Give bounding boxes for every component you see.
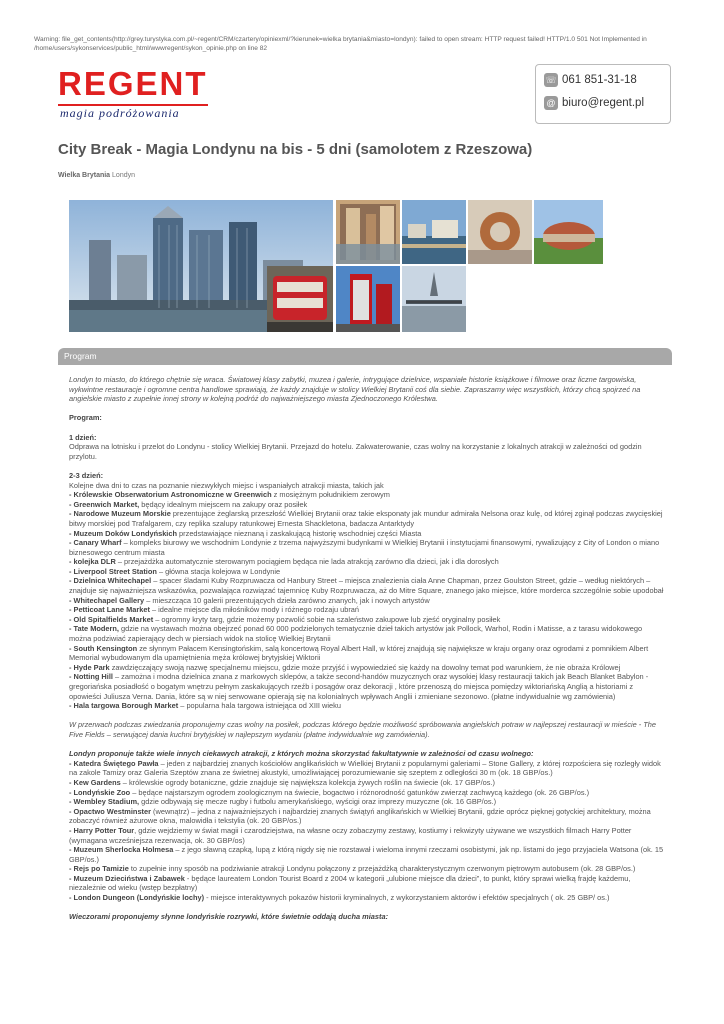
list-item-name: - Rejs po Tamizie xyxy=(69,864,129,874)
list-item-name: - Muzeum Dzieciństwa i Zabawek xyxy=(69,873,185,883)
list-item xyxy=(69,672,665,701)
list-item-desc: – ogromny kryty targ, gdzie możemy pozwolić sobie na szaleństwo zakupowe lub zjeść oryginalny posiłek xyxy=(153,614,501,624)
list-item-name: - Whitechapel Gallery xyxy=(69,595,145,605)
contact-phone[interactable]: 061 851-31-18 xyxy=(562,74,637,86)
list-item-desc: – zamożna i modna dzielnica znana z markowych sklepów, a także second-handów muzycznych oraz wysokiej klasy restauracji takich jak Beach Blanket Babylon - gregoriańska posiadłość o bogatym wnętrzu pełnym zaskakujących rzeźb i posągów oraz dekoracji , które przenoszą do miejsca pomiędzy wiktoriańską Anglią a historiami z opowieści Juliusza Verna. Dania, które są w niej serwowane opierają się na kolonialnych wpływach Anglii i zmieniane sezonowo. (płatne indywidualnie wg zamówienia) xyxy=(69,672,649,701)
list-item-name: - Wembley Stadium, xyxy=(69,797,140,807)
contact-phone-row[interactable] xyxy=(544,73,637,87)
closing-text: Wieczorami proponujemy słynne londyńskie rozrywki, które świetnie oddają ducha miasta: xyxy=(69,912,389,922)
program-content xyxy=(69,375,665,922)
list-item-name: - Narodowe Muzeum Morskie xyxy=(69,509,171,519)
list-item-desc: z mosiężnym południkiem zerowym xyxy=(271,490,390,500)
list-item-desc: – jeden z najbardziej znanych kościołów anglikańskich w Wielkiej Brytanii z popularnymi galeriami – Stone Gallery, z której rozpościera się rozległy widok na zakole Tamizy oraz Galeria Szeptów znana ze świetnej akustyki, umożliwiającej porozumiewanie się szeptem z odległości 30 m (ok. 18 GBP/os.) xyxy=(69,758,661,778)
list-item-name: - Londyńskie Zoo xyxy=(69,787,131,797)
list-item xyxy=(69,797,665,807)
list-item-name: - London Dungeon (Londyńskie lochy) xyxy=(69,893,205,903)
list-item-name: - Liverpool Street Station xyxy=(69,566,157,576)
list-item xyxy=(69,605,665,615)
list-item xyxy=(69,576,665,595)
page-title: City Break - Magia Londynu na bis - 5 dni (samolotem z Rzeszowa) xyxy=(58,141,533,158)
list-item-desc: będący idealnym miejscem na zakupy oraz posiłek xyxy=(139,499,308,509)
list-item-desc: – z jego sławną czapką, lupą z którą nigdy się nie rozstawał i wieloma innymi rzeczami osobistymi, jak np. listami do jego przyjaciela Watsona (ok. 15 GBP/os.) xyxy=(69,845,664,864)
list-item-desc: - będące laureatem London Tourist Board z 2004 w kategorii „ulubione miejsce dla dzieci”, to punkt, który sprawi wielką frajdę każdemu, niezależnie od wieku (wstęp bezpłatny) xyxy=(69,873,631,893)
list-item-name: - Old Spitalfields Market xyxy=(69,614,154,624)
list-item xyxy=(69,500,665,510)
photo-thumb-3[interactable] xyxy=(468,200,532,264)
break-note: W przerwach podczas zwiedzania proponujemy czas wolny na posiłek, podczas którego będzie możliwość spróbowania angielskich potraw w najlepszej restauracji w mieście - The Five Fields – serwującej dania kuchni brytyjskiej w najlepszym wydaniu (płatne indywidualnie wg zamówienia). xyxy=(69,720,657,739)
list-item-name: - Notting Hill xyxy=(69,672,113,682)
list-item-name: - Greenwich Market, xyxy=(69,499,140,509)
list-item xyxy=(69,567,665,577)
list-item-desc: – główna stacja kolejowa w Londynie xyxy=(156,566,281,576)
contact-email-row[interactable] xyxy=(544,96,644,110)
list-item xyxy=(69,596,665,606)
list-item-desc: prezentujące żeglarską przeszłość Wielkiej Brytanii oraz takie eksponaty jak mundur admirała Nelsona oraz kulę, od której zginął podczas zwycięskiej bitwy morskiej pod Trafalgarem, czy replika szalupy ratunkowej Ernesta Shackletona, badacza Antarktydy xyxy=(69,509,663,528)
list-item xyxy=(69,826,665,845)
photo-thumb-4[interactable] xyxy=(534,200,603,264)
list-item-name: - Tate Modern, xyxy=(69,624,119,634)
list-item-desc: – przejażdżka automatycznie sterowanym pociągiem będąca nie lada atrakcją zarówno dla dzieci, jak i dla dorosłych xyxy=(115,557,499,567)
list-item xyxy=(69,893,665,903)
list-item xyxy=(69,701,665,711)
list-item-name: - Harry Potter Tour xyxy=(69,825,135,835)
list-item-desc: gdzie na wystawach można obejrzeć ponad 60 000 podzielonych tematycznie dzieł takich artystów jak Pollock, Warhol, Rodin i Matisse, a z tarasu widokowego można podziwiać zapierający dech w piersiach widok na stolicę Wielkiej Brytanii xyxy=(69,624,643,644)
list-item xyxy=(69,615,665,625)
list-item-name: - Hala targowa Borough Market xyxy=(69,701,179,711)
list-item-desc: - miejsce interaktywnych pokazów historii kryminalnych, z wykorzystaniem aktorów i efektów specjalnych ( ok. 25 GBP/ os.) xyxy=(204,893,610,903)
list-item-desc: ze słynnym Pałacem Kensingtońskim, salą koncertową Royal Albert Hall, w której znajdują się największe w kraju organy oraz ogrodami z pomnikiem Albert Memorial wybudowanym dla upamiętnienia męża królowej brytyjskiej Wiktorii xyxy=(69,643,649,663)
list-item xyxy=(69,490,665,500)
list-item xyxy=(69,529,665,539)
list-item xyxy=(69,663,665,673)
list-item-desc: to zupełnie inny sposób na podziwianie atrakcji Londynu połączony z przejażdżką charakterystycznym czerwonym piętrowym autobusem (ok. 28 GBP/os.) xyxy=(128,864,636,874)
list-item xyxy=(69,778,665,788)
list-item xyxy=(69,845,665,864)
breadcrumb-city[interactable]: Londyn xyxy=(112,172,135,179)
contact-email[interactable]: biuro@regent.pl xyxy=(562,97,644,109)
list-item-name: - Petticoat Lane Market xyxy=(69,605,150,615)
list-item-desc: , gdzie wejdziemy w świat magii i czarodziejstwa, na własne oczy zobaczymy zestawy, kostiumy i rekwizyty używane we wszystkich filmach Harry Potter (wymagana wcześniejsza rezerwacja, ok. 30 GBP/os) xyxy=(69,825,632,845)
list-item xyxy=(69,788,665,798)
at-icon: @ xyxy=(544,96,558,110)
day1-label: 1 dzień: xyxy=(69,432,97,442)
list-item-desc: – królewskie ogrody botaniczne, gdzie znajduje się największa kolekcja żywych roślin na świecie (ok. 17 GBP/os.) xyxy=(120,777,495,787)
logo-tagline: magia podróżowania xyxy=(60,106,180,120)
list-item-name: - Muzeum Sherlocka Holmesa xyxy=(69,845,174,855)
list-item xyxy=(69,644,665,663)
day23-attractions xyxy=(69,490,665,711)
list-item-name: - Kew Gardens xyxy=(69,777,121,787)
optional-attractions xyxy=(69,759,665,903)
list-item xyxy=(69,557,665,567)
intro-text: Londyn to miasto, do którego chętnie się wraca. Światowej klasy zabytki, muzea i galerie, intrygujące dzielnice, wspaniałe historie książkowe i filmowe oraz liczne targowiska, wykwintne restauracje i ogromne centra handlowe sprawiają, że każdy znajduje w stolicy Wielkiej Brytanii coś dla siebie. Zapraszamy więc wszystkich, którzy chcą spojrzeć na angielskie miasto z zupełnie innej strony w kolejną podróż do najważniejszego miasta Zjednoczonego Królestwa. xyxy=(69,375,641,404)
list-item-desc: – mieszcząca 10 galerii prezentujących dzieła zarówno znanych, jak i nowych artystów xyxy=(144,595,430,605)
contact-box xyxy=(535,64,671,124)
optional-heading: Londyn proponuje także wiele innych ciekawych atrakcji, z których można skorzystać fakultatywnie w zależności od czasu wolnego: xyxy=(69,749,534,759)
list-item-desc: przedstawiające nieznaną i zaskakującą historię wschodniej części Miasta xyxy=(177,528,422,538)
list-item xyxy=(69,509,665,528)
list-item-desc: – popularna hala targowa istniejąca od XIII wieku xyxy=(178,701,341,711)
regent-logo[interactable] xyxy=(58,64,218,126)
list-item-name: - South Kensington xyxy=(69,643,138,653)
list-item xyxy=(69,864,665,874)
photo-thumb-2[interactable] xyxy=(402,200,466,264)
list-item-name: - kolejka DLR xyxy=(69,557,116,567)
list-item xyxy=(69,624,665,643)
list-item-desc: – spacer śladami Kuby Rozpruwacza od Hanbury Street – miejsca znalezienia ciała Anne Chapman, przez Goulston Street, gdzie – według niektórych – znajduje się najważniejsza wskazówka, pozwalająca rozwiązać tajemnicę Kuby Rozpruwacza, aż do Mitre Square, znanego jako miejsce, które morderca szczególnie sobie upodobał xyxy=(69,576,664,596)
list-item-desc: – kompleks biurowy we wschodnim Londynie z trzema najwyższymi budynkami w Wielkiej Brytanii i instytucjami finansowymi, rywalizujący z City of London o miano biznesowego centrum miasta xyxy=(69,538,660,557)
breadcrumb-country[interactable]: Wielka Brytania xyxy=(58,172,111,179)
list-item-name: - Muzeum Doków Londyńskich xyxy=(69,528,177,538)
php-warning: Warning: file_get_contents(http://grey.turystyka.com.pl/~regent/CRM/czartery/opiniexml/?kierunek=wielka brytania&miasto=londyn): failed to open stream: HTTP request failed! HTTP/1.0 501 Not Implemented in /home/users/sykonservices/public_html/wwwregent/sykon_opinie.php on line 82 xyxy=(34,36,647,52)
phone-icon: ☏ xyxy=(544,73,558,87)
list-item-name: - Opactwo Westminster xyxy=(69,806,151,816)
photo-thumb-7[interactable] xyxy=(402,266,466,332)
list-item xyxy=(69,759,665,778)
day23-label: 2-3 dzień: xyxy=(69,470,104,480)
list-item-name: - Katedra Świętego Pawła xyxy=(69,758,159,768)
logo-wordmark: REGENT xyxy=(58,65,208,102)
list-item xyxy=(69,874,665,893)
list-item xyxy=(69,538,665,557)
list-item-desc: (wewnątrz) – jedna z najważniejszych i najbardziej znanych świątyń anglikańskich w Wielkiej Brytanii, gdzie oprócz pięknej gotyckiej architektury, można zobaczyć również ażurowe okna, malowidła i tekstylia (ok. 20 GBP/os.) xyxy=(69,806,651,826)
photo-thumb-1[interactable] xyxy=(336,200,400,264)
list-item-name: - Canary Wharf xyxy=(69,538,122,548)
breadcrumb xyxy=(58,172,135,179)
photo-thumb-6[interactable] xyxy=(336,266,400,332)
list-item-desc: gdzie odbywają się mecze rugby i futbolu amerykańskiego, wyścigi oraz imprezy muzyczne (ok. 16 GBP/os.) xyxy=(139,797,497,807)
program-section-header: Program xyxy=(58,348,672,365)
photo-thumb-5[interactable] xyxy=(267,266,333,332)
list-item xyxy=(69,807,665,826)
day1-text: Odprawa na lotnisku i przelot do Londynu - stolicy Wielkiej Brytanii. Przejazd do hotelu. Zakwaterowanie, czas wolny na korzystanie z lokalnych atrakcji w zależności od godzin przylotu. xyxy=(69,442,642,461)
program-heading: Program: xyxy=(69,413,102,423)
list-item-name: - Królewskie Obserwatorium Astronomiczne w Greenwich xyxy=(69,490,272,500)
day23-lead: Kolejne dwa dni to czas na poznanie niezwykłych miejsc i wspaniałych atrakcji miasta, takich jak xyxy=(69,480,384,490)
list-item-name: - Dzielnica Whitechapel xyxy=(69,576,152,586)
list-item-desc: – będące najstarszym ogrodem zoologicznym na świecie, bogactwo i różnorodność gatunków zwierząt zachwycą każdego (ok. 26 GBP/os.) xyxy=(130,787,590,797)
list-item-name: - Hyde Park xyxy=(69,662,110,672)
list-item-desc: – idealne miejsce dla miłośników mody i różnego rodzaju ubrań xyxy=(149,605,360,615)
list-item-desc: zawdzięczający swoją nazwę specjalnemu miejscu, gdzie może przyjść i wypowiedzieć się każdy na dowolny temat pod warunkiem, że nie obraża Królowej xyxy=(109,662,621,672)
